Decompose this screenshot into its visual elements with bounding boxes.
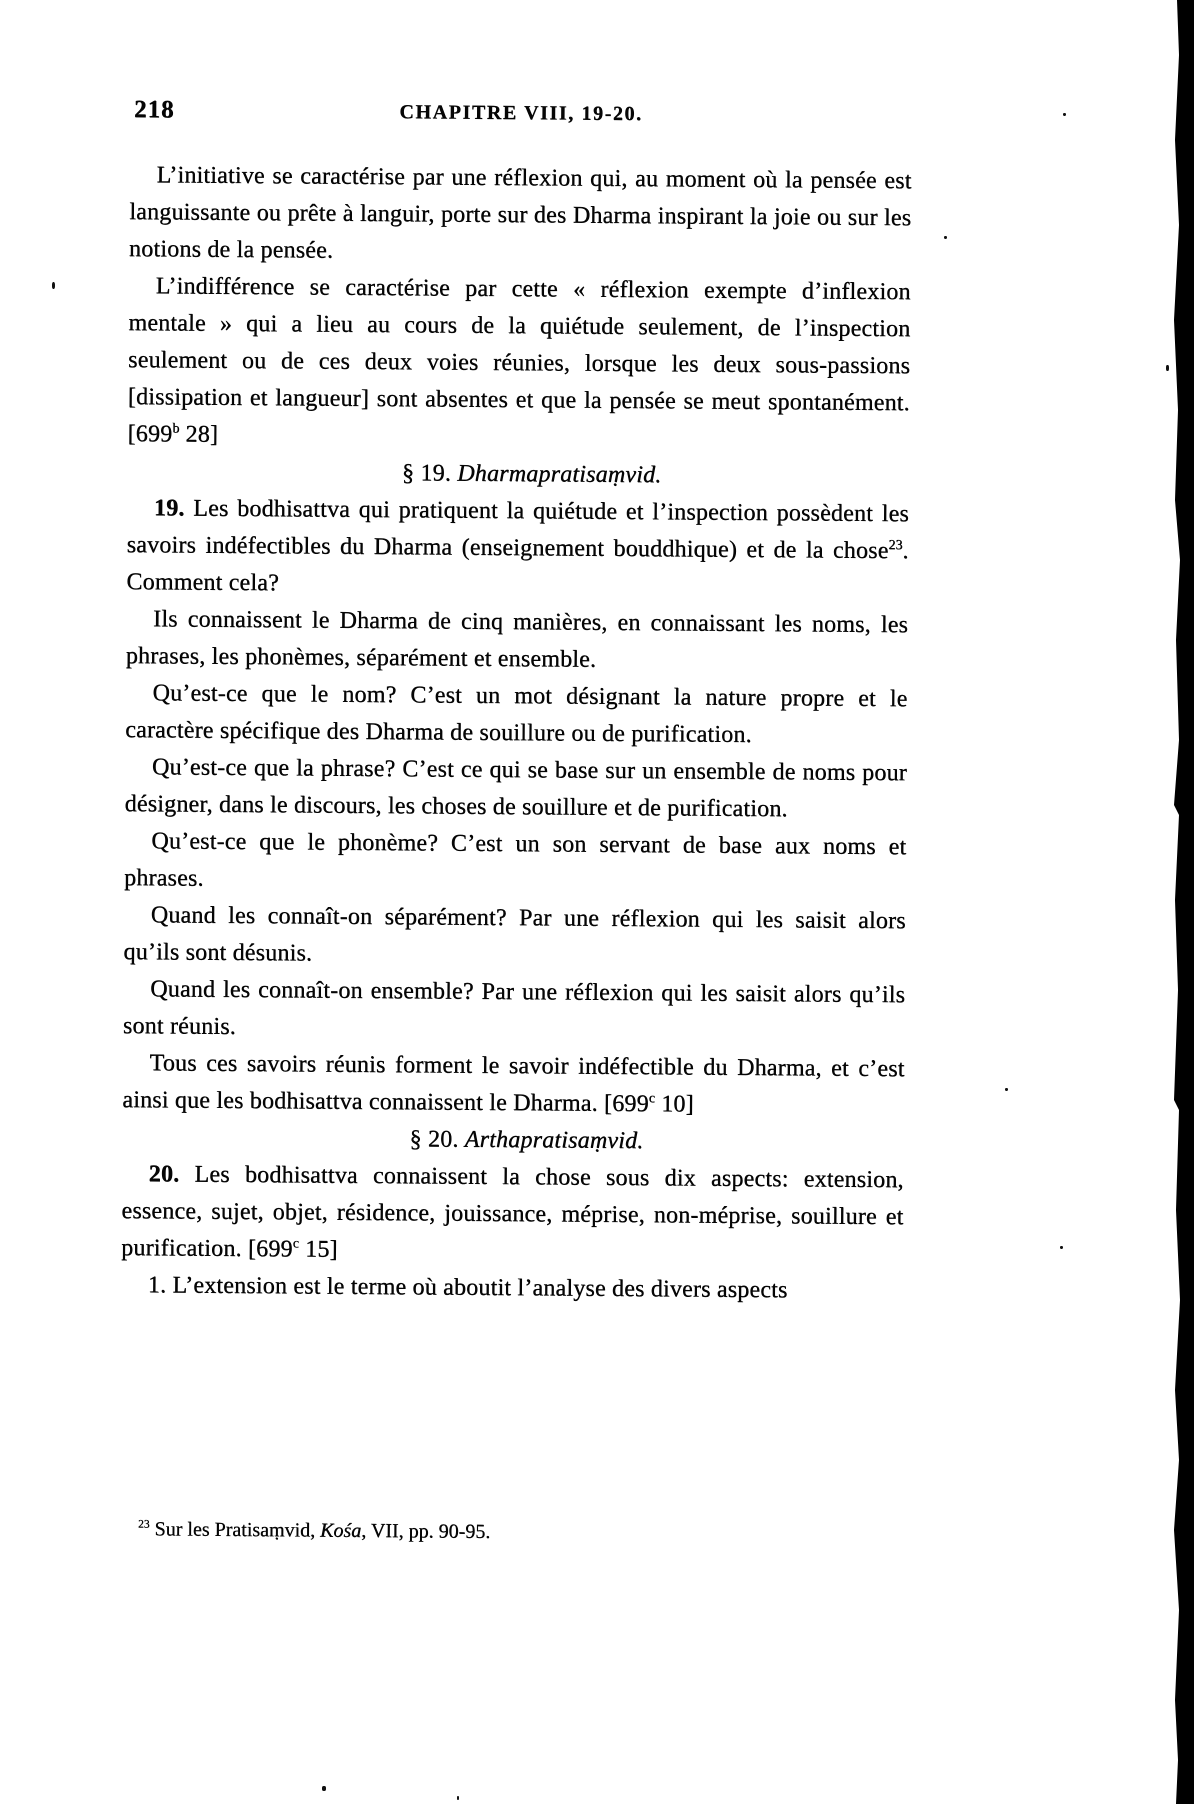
ink-speck [1005, 1088, 1008, 1091]
paragraph-phoneme [124, 823, 907, 903]
ink-speck [322, 1786, 326, 1791]
text-run: 23 [888, 537, 903, 554]
ink-speck [1060, 1246, 1063, 1249]
page-body [121, 157, 912, 1310]
text-run: Ils connaissent le Dharma de cinq manières, en connaissant les noms, les phrases, les phonèmes, séparément et ensemble. [125, 606, 909, 673]
text-run: c [292, 1236, 299, 1252]
text-run: 19. [153, 495, 185, 522]
text-run: 20. [148, 1161, 180, 1188]
paragraph-ensemble [123, 971, 906, 1051]
footnote [116, 1516, 836, 1548]
text-run: Qu’est-ce que le nom? C’est un mot désignant la nature propre et le caractère spécifique des Dharma de souillure ou de purification. [125, 680, 908, 748]
text-run: 28] [179, 421, 219, 448]
ink-speck [457, 1796, 459, 1800]
text-run: , VII, pp. 90-95. [361, 1519, 491, 1543]
text-run: L’initiative se caractérise par une réflexion qui, au moment où la pensée est languissante ou prête à languir, porte sur des Dharma inspirant la joie ou sur les notions de la pensée. [128, 162, 912, 264]
paragraph-initiative [129, 157, 912, 274]
paragraph-savoirs [122, 1045, 905, 1125]
text-run: Kośa [319, 1519, 362, 1542]
page-header [130, 96, 912, 138]
text-run: Sur les Pratisaṃvid, [149, 1518, 321, 1542]
text-run: Quand les connaît-on séparément? Par une réflexion qui les saisit alors qu’ils sont désunis. [123, 902, 906, 967]
text-run: Les bodhisattva connaissent la chose sous dix aspects: extension, essence, sujet, objet, résidence, jouissance, méprise, non-méprise, souillure et purification. [699 [121, 1161, 904, 1263]
text-run: c [648, 1091, 656, 1107]
text-run: Qu’est-ce que la phrase? C’est ce qui se base sur un ensemble de noms pour désigner, dans le discours, les choses de souillure et de purification. [124, 754, 907, 823]
paragraph-cinq-manieres [126, 601, 909, 681]
text-run: Arthapratisaṃvid. [464, 1126, 644, 1155]
text-run: 15] [298, 1236, 338, 1263]
paragraph-20-intro [121, 1156, 904, 1273]
scan-edge-artifact [1170, 0, 1194, 1804]
text-run: Quand les connaît-on ensemble? Par une réflexion qui les saisit alors qu’ils sont réunis. [122, 976, 906, 1040]
ink-speck [52, 282, 55, 289]
text-run: Tous ces savoirs réunis forment le savoir indéfectible du Dharma, et c’est ainsi que les bodhisattva connaissent le Dharma. [699 [122, 1050, 905, 1118]
section-heading-19 [127, 453, 909, 496]
text-run: Qu’est-ce que le phonème? C’est un son servant de base aux noms et phrases. [123, 828, 907, 892]
text-run: 10] [654, 1091, 694, 1118]
text-run: b [172, 421, 180, 437]
paragraph-indifference [127, 268, 910, 459]
text-run: 23 [137, 1517, 150, 1531]
ink-speck [944, 236, 947, 239]
paragraph-19-intro [126, 490, 909, 607]
text-run: § 20. [409, 1126, 465, 1153]
paragraph-phrase [124, 749, 907, 829]
paragraph-separement [123, 897, 906, 977]
paragraph-extension [121, 1267, 903, 1310]
text-run: 1. L’extension est le terme où aboutit l’analyse des divers aspects [147, 1272, 788, 1304]
text-run: § 19. [401, 460, 458, 487]
section-heading-20 [122, 1119, 904, 1162]
text-run: L’indifférence se caractérise par cette « réflexion exempte d’inflexion mentale » qui a lieu au cours de la quiétude seulement, de l’inspection seulement ou de ces deux voies réunies, lorsque les deux sous-passions [dissipation et langueur] sont absentes et que la pensée se meut spontanément. [699 [127, 273, 911, 448]
text-run: . Comment cela? [126, 538, 909, 597]
text-run: Les bodhisattva qui pratiquent la quiétude et l’inspection possèdent les savoirs indéfectibles du Dharma (enseignement bouddhique) et de la chose [126, 495, 910, 564]
ink-speck [1063, 113, 1066, 116]
paragraph-nom [125, 675, 908, 755]
running-head: CHAPITRE VIII, 19-20. [399, 101, 643, 126]
text-run: Dharmapratisaṃvid. [457, 460, 662, 489]
ink-speck [1166, 365, 1169, 371]
page-number: 218 [133, 96, 175, 124]
